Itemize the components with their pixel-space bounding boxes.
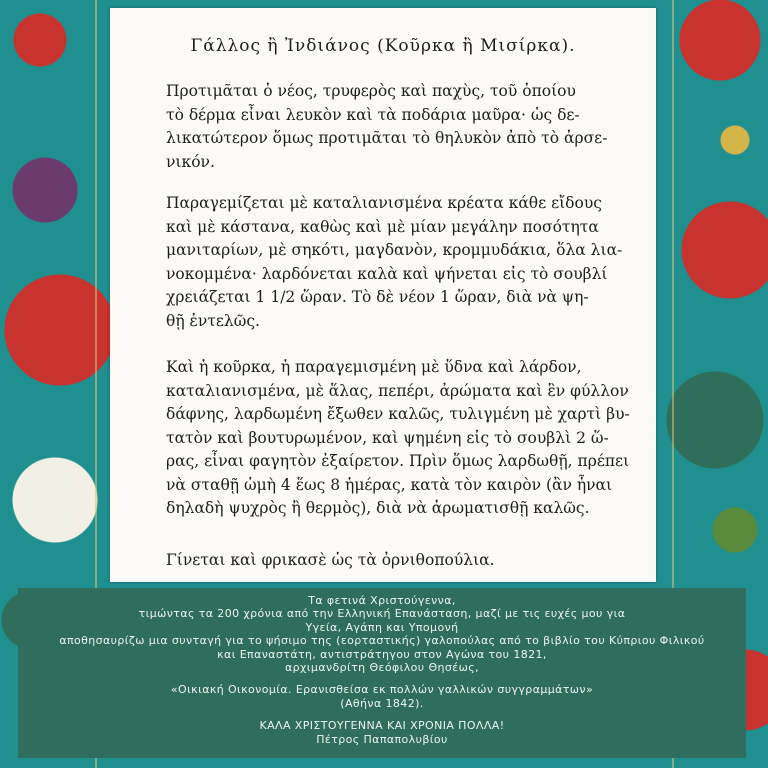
greeting: ΚΑΛΑ ΧΡΙΣΤΟΥΓΕΝΝΑ ΚΑΙ ΧΡΟΝΙΑ ΠΟΛΛΑ! (259, 719, 505, 733)
text-line: μανιταρίων, μὲ σηκότι, μαγδανὸν, κρομμυδάκια, ὅλα λια- (166, 241, 623, 259)
text-line: τατὸν καὶ βουτυρωμένον, καὶ ψημένη εἰς τὸ σουβλὶ 2 ὥ- (166, 428, 609, 447)
text-line: ρας, εἶναι φαγητὸν ἐξαίρετον. Πρὶν ὅμως λαρδωθῇ, πρέπει (166, 452, 630, 470)
text-line: χρειάζεται 1 1/2 ὥραν. Τὸ δὲ νέον 1 ὥραν, διὰ νὰ ψη- (166, 288, 589, 306)
text-line: τὸ δέρμα εἶναι λευκὸν καὶ τὰ ποδάρια μαῦρα· ὡς δε- (166, 105, 580, 124)
text-line: λικατώτερον ὅμως προτιμᾶται τὸ θηλυκὸν ἀπὸ τὸ ἀρσε- (166, 129, 608, 147)
text-line: Παραγεμίζεται μὲ καταλιανισμένα κρέατα κάθε εἴδους (166, 194, 602, 212)
recipe-paragraph-3 (166, 356, 636, 521)
text-line: καὶ μὲ κάστανα, καθὼς καὶ μὲ μίαν μεγάλην ποσότητα (166, 217, 599, 236)
caption-line: Τα φετινά Χριστούγεννα, (308, 594, 456, 607)
text-line: δηλαδὴ ψυχρὸς ἢ θερμὸς), διὰ νὰ ἀρωματισθῇ καλῶς. (166, 499, 590, 517)
text-line: Προτιμᾶται ὁ νέος, τρυφερὸς καὶ παχὺς, τοῦ ὁποίου (166, 82, 576, 100)
caption-line: αποθησαυρίζω μια συνταγή για το ψήσιμο της (εορταστικής) γαλοπούλας από το βιβλίο του Κύπριου Φιλικού (59, 634, 705, 648)
recipe-paragraph-1 (166, 80, 636, 174)
caption-line: Υγεία, Αγάπη και Υπομονή (305, 620, 459, 634)
book-title-line: «Οικιακή Οικονομία. Ερανισθείσα εκ πολλών γαλλικών συγγραμμάτων» (170, 683, 594, 697)
book-date-line: (Αθήνα 1842). (340, 696, 424, 710)
recipe-paragraph-4 (166, 549, 636, 573)
text-line: νὰ σταθῇ ὠμὴ 4 ἕως 8 ἡμέρας, κατὰ τὸν καιρὸν (ἂν ἦναι (166, 475, 613, 494)
text-line: Γίνεται καὶ φρικασὲ ὡς τὰ ὀρνιθοπούλια. (166, 551, 495, 569)
caption-box (18, 588, 746, 758)
caption-line: τιμώντας τα 200 χρόνια από την Ελληνική Επανάσταση, μαζί με τις ευχές μου για (138, 607, 626, 621)
text-line: Καὶ ἡ κοῦρκα, ἡ παραγεμισμένη μὲ ὕδνα καὶ λάρδον, (166, 358, 582, 376)
text-line: καταλιανισμένα, μὲ ἅλας, πεπέρι, ἀρώματα καὶ ἓν φύλλον (166, 381, 629, 400)
signature: Πέτρος Παπαπολυβίου (316, 732, 448, 746)
text-line: θῇ ἐντελῶς. (166, 311, 260, 330)
caption-line: και Επαναστάτη, αντιστράτηγου στον Αγώνα του 1821, (217, 647, 547, 661)
text-line: νικόν. (166, 152, 215, 171)
recipe-page (110, 8, 656, 582)
recipe-title: Γάλλος ἢ Ἰνδιάνος (Κοῦρκα ἢ Μισίρκα). (190, 36, 576, 56)
text-line: δάφνης, λαρδωμένη ἔξωθεν καλῶς, τυλιγμένη μὲ χαρτὶ βυ- (166, 405, 630, 423)
recipe-paragraph-2 (166, 192, 636, 333)
caption-line: αρχιμανδρίτη Θεόφιλου Θησέως, (285, 661, 479, 675)
text-line: νοκομμένα· λαρδόνεται καλὰ καὶ ψήνεται εἰς τὸ σουβλί (166, 264, 608, 283)
